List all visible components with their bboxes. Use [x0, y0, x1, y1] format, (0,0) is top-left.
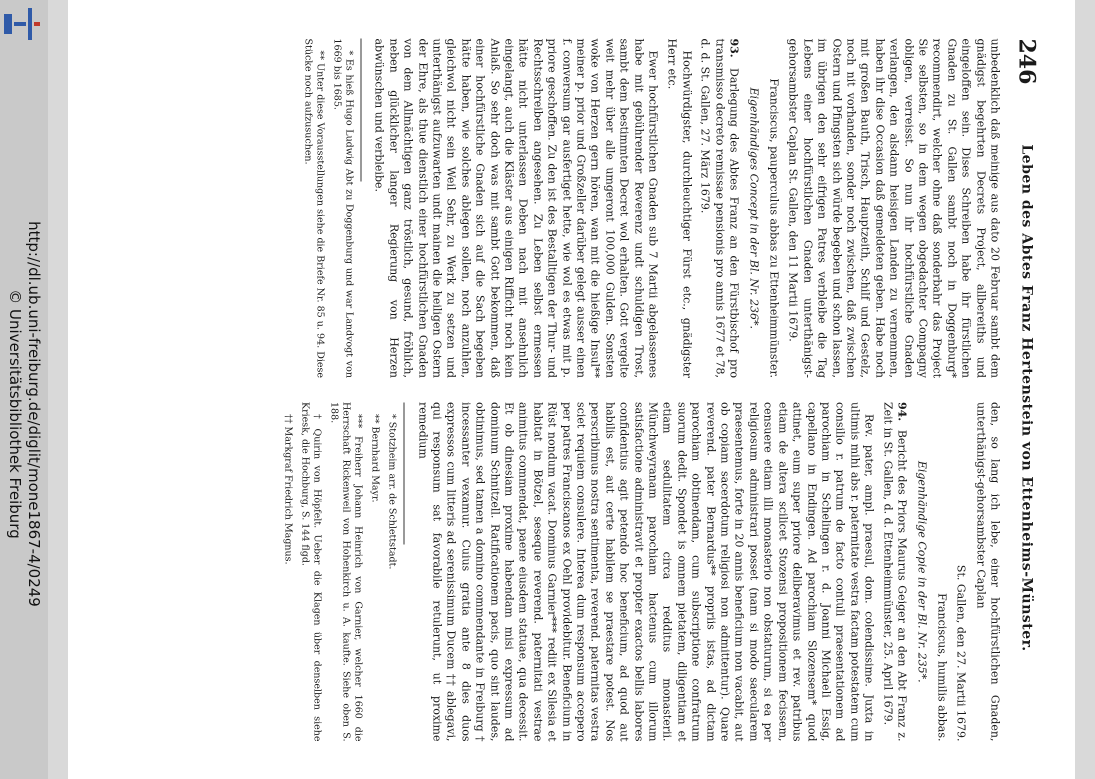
footnote: ** Bernhard Mayr.	[369, 413, 381, 502]
salutation: Hochwürdigster, durchleuchtiger Fürst etc., gnädigster Herr etc.	[665, 38, 693, 378]
signature: Franciscus, humilis abbas.	[934, 592, 948, 741]
footnote: † Quirin von Höpfelt. Ueber die Klagen über denselben siehe Kriesk, die Hochburg, S. 144 flgd.	[299, 401, 323, 741]
source-note: Eigenhändiges Concept in der Bl. Nr. 236*.	[747, 86, 761, 329]
page-header	[1011, 38, 1041, 741]
item-number: 94.	[894, 401, 908, 421]
paragraph: Ewer hochfürstlichen Gnaden sub 7 Martii abgelassenes habe mit gebührender Reverenz undt schuldigen Trost, sambt dem bestimmten Decret wol erhalten. Gott vergelte weit mehr über alle umgeront 100,000 Gulden. Sonsten woke von Herzen gern hören, wan mit die hießige Insul** meiner p. prior und Großzeller darüber gelegt ausser einen f. conversum gar ausfertiget hette, wie wol es etwas mit p. priore geschoffen. Zu den ist des Bestalltigen der Thur- und Rechtsschreiben angesehen. Zu Leben selbst ermessen hätte nicht unterlassen Deben nach mit ansehnlich eingelangt, auch die Kläster aus einigen Rifficht noch kein Anlaß. So sehr doch was mit sambt Gott bekommen, daß einer hochfürstliche Gnaden sich auf die Sach begeben hätte haben, wie solches ablegen sollen, noch anzuhlen, gleichwol nicht sein Weil Sehr, zu Werk zu setzen und unterthänigst aufzuwarten undt mainen die heiligen Ostern der Ehre, als thue dienstlich einer hochfürstlichen Gnaden von dem Allmächtigen ganz tröstlich, gesund, fröhlich, neben glücklicher langer Regierung von Herzen abwünschen und verbleibe.	[372, 38, 660, 378]
item-number: 93.	[727, 38, 741, 58]
source-note: Eigenhändige Copie in der Bl. Nr. 235*.	[915, 460, 929, 683]
page-content	[68, 0, 1075, 779]
running-head: Leben des Abtes Franz Hertenstein von Ettenheims-Münster.	[1018, 143, 1035, 652]
scan-margin-left	[48, 0, 68, 779]
scan-margin-right	[1075, 0, 1095, 779]
item-heading: Darlegung des Abtes Franz an den Fürstbischof pro transmisso decreto remissae pensionis pro annis 1677 et 78, d. d. St. Gallen, 27. März 1679.	[698, 38, 741, 378]
item-heading: Bericht des Priors Maurus Geiger an den Abt Franz z. Zeit in St. Gallen, d. d. Ettenheimmünster, 25. April 1679.	[880, 401, 908, 741]
footnote-divider	[403, 402, 404, 545]
right-column	[94, 402, 1001, 742]
footnote: * Stotzheim arr. de Schlettstadt.	[386, 413, 398, 569]
credit-sidebar	[0, 48, 48, 779]
footnote: †† Markgraf Friedrich Magnus.	[282, 413, 294, 565]
source-url: http://dl.ub.uni-freiburg.de/diglit/mone1867-4/0249	[25, 220, 43, 607]
document-item-93	[697, 38, 740, 378]
footnote: *** Freiherr Johann Heinrich von Garnier, welcher 1660 die Herrschaft Rickenweil von Hohenkirch u. A. kaufte. Siehe oben S. 188.	[328, 401, 364, 741]
scanned-page	[68, 0, 1075, 779]
page-number: 246	[1013, 38, 1040, 84]
library-logo	[0, 0, 48, 48]
signature: Franciscus, pauperculus abbas zu Ettenheimmünster.	[766, 77, 780, 378]
document-item-94	[879, 402, 908, 742]
copyright-notice: © Universitätsbibliothek Freiburg	[6, 288, 24, 539]
left-column	[94, 38, 1001, 378]
footnote: * Es hieß Hugo Ludwig Abt zu Doggenburg und war Landvogt von 1669 bis 1685.	[330, 38, 354, 378]
paragraph: Rev. pater, ampl. praesul, dom. colendissime. Juxta in ultimis mihi abs r. paternitate vestra factam potestatem cum consilio r. patrum de facto contuli praesentationem ad parochiam in Schelingen r. d. Joanni Michaeli Essig, capellano in Endingen. Ad parochiam Slozensem* quod attinet, eum super priore deliberavimus et rev. patribus etiam de altera scilicet Stozensi propositionem fecissem, censuere etiam illi monasterio non obstaturum, si ea per religiosum administrari posset (nam si modo saecularem praesentemus, forte in 20 annis beneficium non vacabit, aut ob copiam sacerdotum religiosi non admittentur). Quare reverend. pater Bernardus** propriis istas, ad dictam parochiam obtinendam, cum subscriptione confratrum suorum dedit. Spondet is omnem pietatem, diligentiam et etiam sedulitatem circa redditus monasterii. Münchweyranam parochiam hactenus cum illorum satisfactione administravit et propter exactos bellis labores confidentius agit petendo hoc beneficium, ad quod aut habilis est, aut certe habilem se praestare potest. Nos perscribimus nostra sentimenta, reverend. paternitas vestra sciet requiem consulere. Interea dum responsum accepero per patres Franciscanos ex Oehl providebitur. Beneficium in Rüst nondum vacat. Dominus Garnier*** rediit ex Silesia et habitat in Bötzel, seseque reverend. paternitati vestrae animitus commendat, paene eiusdem statuae, qua decessit. Et ob dinesiam proxime habendam misi expressum ad dominum Schnitzell. Ratificationem pacis, quo sint laudes, obtinimus, sed tamen a domino commendante in Freiburg † incessanter vexamur. Cuius gratia ante 8 dies duos expressos cum litteris ad serenissimum Ducem †† ablegavi, qui responsum sat favorabile retulerunt, ut proxime remedium	[415, 401, 876, 741]
paragraph: den, so lang ich lebe, einer hochfürstlichen Gnaden, unterthänigst-gehorsambster Caplan	[973, 401, 1001, 741]
footnote: ** Unter diese Vorausstellungen siehe die Briefe Nr. 85 u. 94. Diese Stücke noch aufzusuchen.	[301, 38, 325, 378]
text-columns	[94, 38, 1001, 741]
footnote-divider	[360, 38, 361, 181]
paragraph: unbedenklich daß meinige aus dato 20 Februar sambt dem gnädigst begehrten Decrets Project, allbereiths und eingeloffen sein. Dises Schreiben habe ihr fürstlichen Gnaden zu St. Gallen sambt noch in Doggenburg* recommendirt, welcher ohne daß sonderbahr das Project Sie selbsten, so in dem wegen obgedachter Compagny obligen, verreisst. So nun ihr hochfürstliche Gnaden verlangen, den alsdann heisigen Landen zu vernemmen, haben ihr dise Occasion daß gemeldeten geben. Habe noch mit großen Bauth, Trisch, Hauptzeith, Schilf und Gestelz, noch nit vorhanden, sonder noch zwischen, daß zwischen Ostern und Pfingsten sich würde begeben und schon lassen, im übrigen den sehr eifrigen Patres verbleibe die Tag Lebens einer hochfürstlichen Gnaden unterthänigst-gehorsambster Caplan St. Gallen, den 11 Martii 1679.	[786, 38, 1001, 378]
date-line: St. Gallen, den 27. Martii 1679.	[954, 564, 968, 741]
